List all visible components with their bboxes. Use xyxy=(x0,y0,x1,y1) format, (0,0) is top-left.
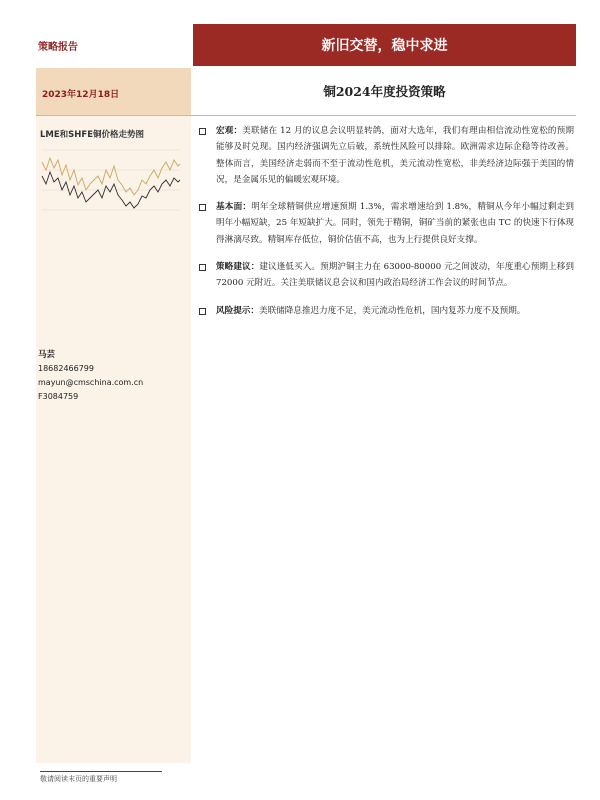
bullet-macro xyxy=(198,123,574,188)
bullet-heading: 宏观： xyxy=(216,126,243,136)
price-trend-chart xyxy=(40,140,188,220)
sidebar xyxy=(36,116,191,763)
analyst-name: 马芸 xyxy=(38,350,56,360)
bullet-heading: 基本面： xyxy=(216,202,252,213)
checkbox-bullet-icon xyxy=(199,128,206,135)
bullet-strategy xyxy=(198,259,574,292)
checkbox-bullet-icon xyxy=(199,308,206,315)
main-content xyxy=(198,123,574,330)
document-title: 铜2024年度投资策略 xyxy=(323,84,446,99)
report-date: 2023年12月18日 xyxy=(42,90,120,100)
bullet-text: 明年全球精铜供应增速预期 1.3%，需求增速给到 1.8%，精铜从今年小幅过剩走到明年小幅短缺，25 年短缺扩大。同时，领先于精铜，铜矿当前的紧张也由 TC 的快速下行体现得淋漓尽致。精铜库存低位，铜价估值不高，也为上行提供良好支撑。 xyxy=(216,202,575,245)
footer-disclaimer: 敬请阅读末页的重要声明 xyxy=(40,775,117,783)
checkbox-bullet-icon xyxy=(199,204,206,211)
date-strip xyxy=(36,68,191,115)
bullet-heading: 风险提示： xyxy=(216,305,259,316)
checkbox-bullet-icon xyxy=(199,264,206,271)
analyst-email[interactable]: mayun@cmschina.com.cn xyxy=(38,378,144,387)
analyst-cert: F3084759 xyxy=(38,392,79,401)
bullet-risk xyxy=(198,303,574,319)
footer-divider xyxy=(40,771,162,772)
analyst-phone: 18682466799 xyxy=(38,364,94,373)
chart-title: LME和SHFE铜价格走势图 xyxy=(40,130,145,140)
report-type-label: 策略报告 xyxy=(38,42,78,53)
analyst-info xyxy=(38,348,143,404)
title-banner xyxy=(193,24,576,66)
bullet-text: 美联储在 12 月的议息会议明显转鸽，面对大选年，我们有理由相信流动性宽松的预期能够及时兑现。国内经济强调先立后破，系统性风险可以排除。欧洲需求边际企稳等待改善。整体而言，美国经济走弱而不至于流动性危机，美元流动性宽松，非美经济边际强于美国的情况，是金属乐见的偏暖宏观环境。 xyxy=(216,126,574,185)
bullet-fundamentals xyxy=(198,199,574,248)
bullet-text: 美联储降息推迟力度不足，美元流动性危机，国内复苏力度不及预期。 xyxy=(258,305,526,316)
bullet-heading: 策略建议： xyxy=(216,262,260,273)
banner-title: 新旧交替，稳中求进 xyxy=(321,38,448,54)
bullet-text: 建议逢低买入。预期沪铜主力在 63000-80000 元之间波动，年度重心预期上移到 72000 元附近。关注美联储议息会议和国内政治局经济工作会议的时间节点。 xyxy=(216,262,574,289)
